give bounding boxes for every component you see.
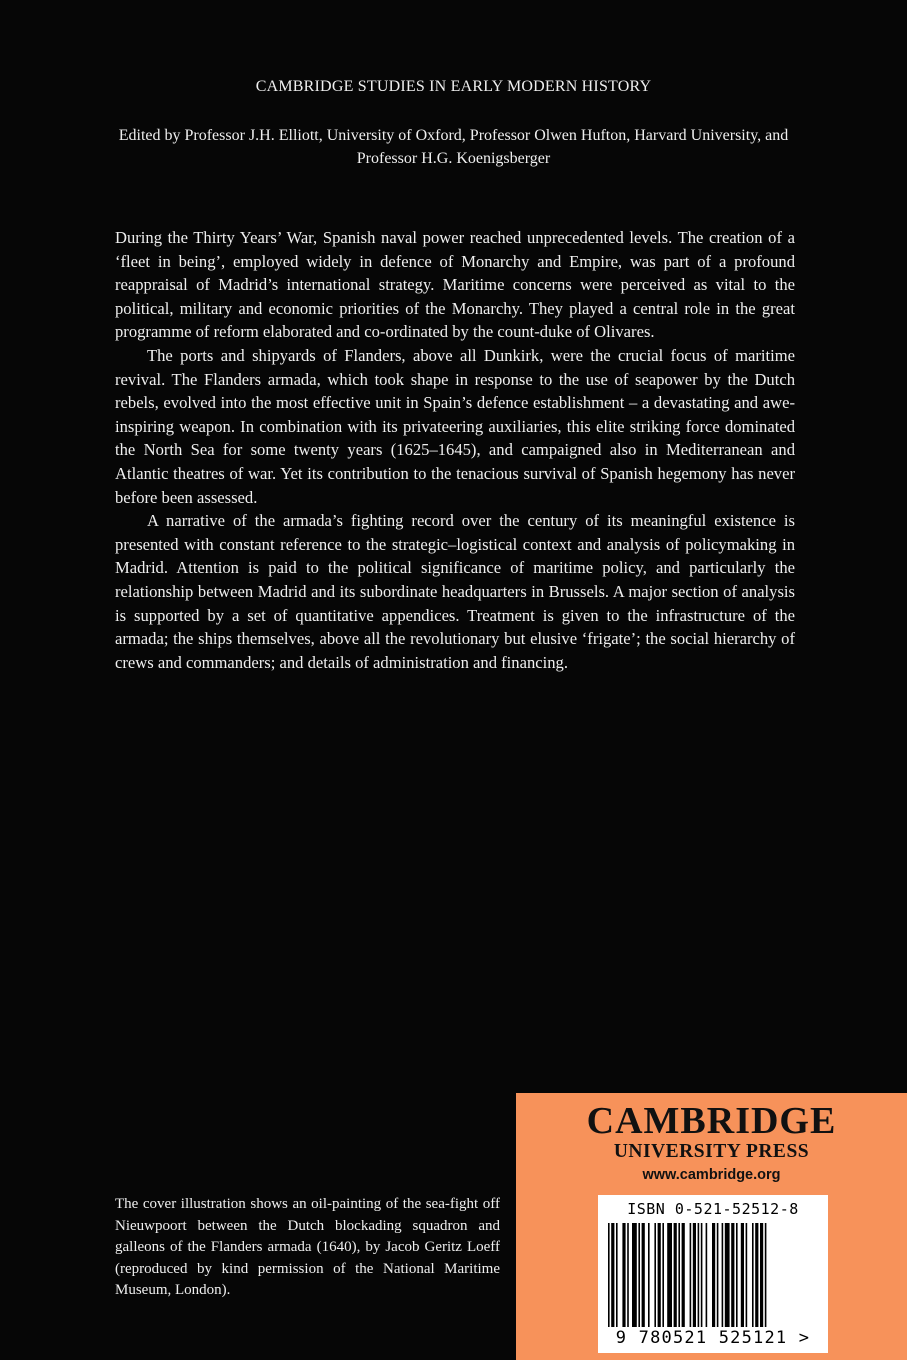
barcode-box bbox=[598, 1195, 828, 1353]
series-title: CAMBRIDGE STUDIES IN EARLY MODERN HISTORY bbox=[255, 78, 652, 95]
editors-line-1: Edited by Professor J.H. Elliott, University of Oxford, Professor Olwen Hufton, Harvard University, and bbox=[118, 127, 789, 144]
publisher-name: CAMBRIDGE bbox=[586, 1100, 837, 1142]
book-description bbox=[115, 226, 795, 674]
editors-line-2: Professor H.G. Koenigsberger bbox=[356, 150, 551, 167]
isbn-label: ISBN 0-521-52512-8 bbox=[627, 1200, 799, 1218]
series-editors bbox=[100, 124, 807, 170]
description-paragraph-3: A narrative of the armada’s fighting record over the century of its meaningful existence is presented with constant reference to the strategic–logistical context and analysis of policymaking in Madrid. Attention is paid to the political significance of maritime policy, and particularly the relationship between Madrid and its subordinate headquarters in Brussels. A major section of analysis is supported by a set of quantitative appendices. Treatment is given to the infrastructure of the armada; the ships themselves, above all the revolutionary but elusive ‘frigate’; the social hierarchy of crews and commanders; and details of administration and financing. bbox=[115, 511, 795, 672]
barcode-icon bbox=[608, 1223, 818, 1327]
description-paragraph-2: The ports and shipyards of Flanders, above all Dunkirk, were the crucial focus of maritime revival. The Flanders armada, which took shape in response to the use of seapower by the Dutch rebels, evolved into the most effective unit in Spain’s defence establishment – a devastating and awe-inspiring weapon. In combination with its privateering auxiliaries, this elite striking force dominated the North Sea for some twenty years (1625–1645), and campaigned also in Mediterranean and Atlantic theatres of war. Yet its contribution to the tenacious survival of Spanish hegemony has never before been assessed. bbox=[115, 345, 795, 507]
description-paragraph-1: During the Thirty Years’ War, Spanish naval power reached unprecedented levels. The creation of a ‘fleet in being’, employed widely in defence of Monarchy and Empire, was part of a profound reappraisal of Madrid’s international strategy. Maritime concerns were perceived as vital to the political, military and economic priorities of the Monarchy. They played a central role in the great programme of reform elaborated and co-ordinated by the count-duke of Olivares. bbox=[115, 228, 795, 342]
publisher-panel bbox=[516, 1093, 907, 1360]
publisher-url: www.cambridge.org bbox=[642, 1167, 781, 1183]
publisher-subtitle: UNIVERSITY PRESS bbox=[613, 1141, 810, 1162]
barcode-digits: 9 780521 525121 > bbox=[615, 1328, 811, 1348]
cover-illustration-caption: The cover illustration shows an oil-painting of the sea-fight off Nieuwpoort between the Dutch blockading squadron and galleons of the Flanders armada (1640), by Jacob Geritz Loeff (reproduced by kind permission of the National Maritime Museum, London). bbox=[115, 1196, 500, 1299]
